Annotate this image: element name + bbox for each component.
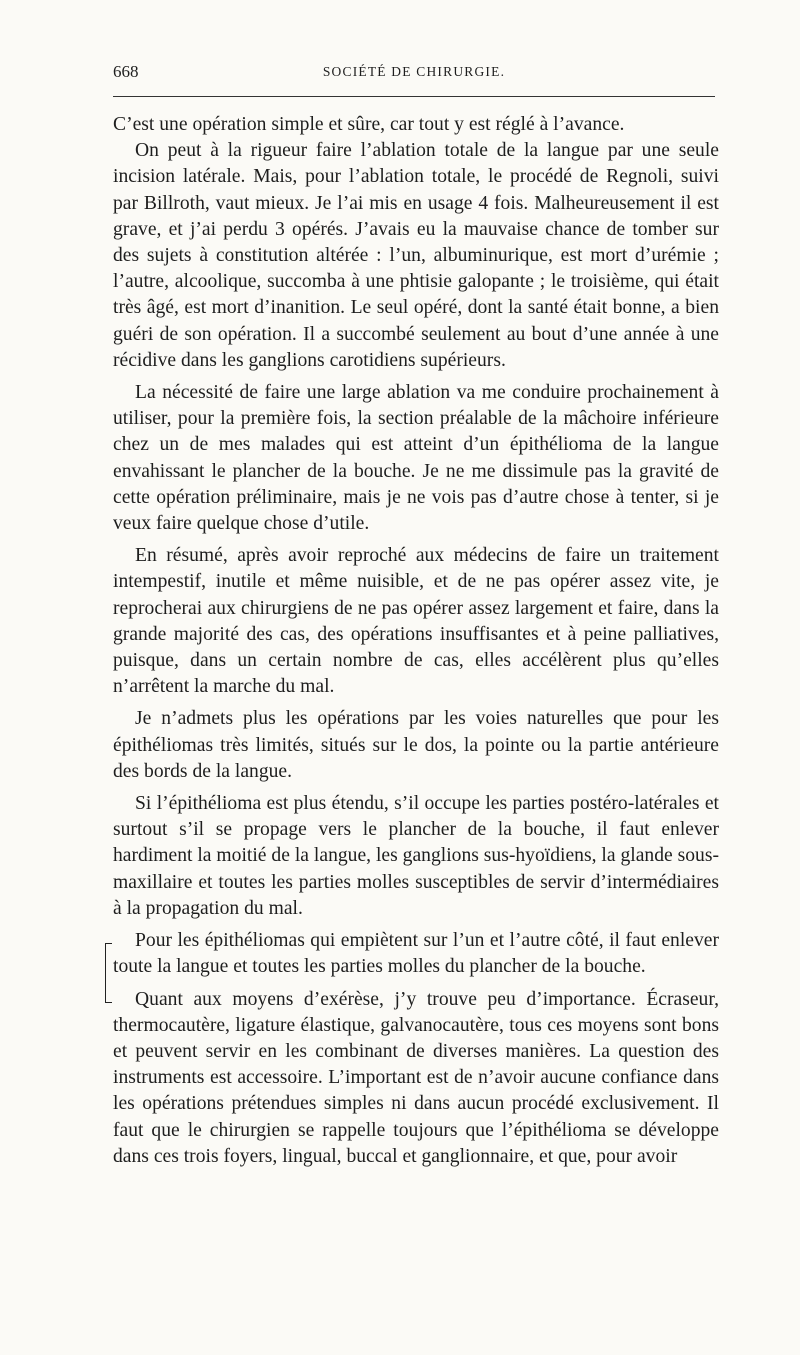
margin-bracket-mark bbox=[105, 943, 112, 1003]
paragraph: En résumé, après avoir reproché aux médecins de faire un traitement intempestif, inutile et même nuisible, et de ne pas opérer assez vite, je reprocherai aux chirurgiens de ne pas opérer assez largement et faire, dans la grande majorité des cas, des opérations insuffisantes et à peine palliatives, puisque, dans un certain nombre de cas, elles accélèrent plus qu’elles n’arrêtent la marche du mal. bbox=[113, 545, 719, 698]
page-header bbox=[113, 60, 715, 86]
header-rule bbox=[113, 96, 715, 97]
paragraph: Si l’épithélioma est plus étendu, s’il occupe les parties postéro-latérales et surtout s’il se propage vers le plancher de la bouche, il faut enlever hardiment la moitié de la langue, les ganglions sus-hyoïdiens, la glande sous-maxillaire et toutes les parties molles susceptibles de servir d’intermédiaires à la propagation du mal. bbox=[113, 793, 719, 919]
running-head: SOCIÉTÉ DE CHIRURGIE. bbox=[322, 64, 506, 79]
paragraph: Pour les épithéliomas qui empiètent sur l’un et l’autre côté, il faut enlever toute la langue et toutes les parties molles du plancher de la bouche. bbox=[113, 930, 719, 978]
paragraph: Je n’admets plus les opérations par les voies naturelles que pour les épithéliomas très limités, situés sur le dos, la pointe ou la partie antérieure des bords de la langue. bbox=[113, 708, 719, 782]
page-number: 668 bbox=[113, 62, 139, 81]
paragraph: C’est une opération simple et sûre, car tout y est réglé à l’avance. bbox=[113, 114, 625, 135]
paragraph: La nécessité de faire une large ablation va me conduire prochainement à utiliser, pour la première fois, la section préalable de la mâchoire inférieure chez un de mes malades qui est atteint d’un épithélioma de la langue envahissant le plancher de la bouche. Je ne me dissimule pas la gravité de cette opération préliminaire, mais je ne vois pas d’autre chose à tenter, si je veux faire quelque chose d’utile. bbox=[113, 382, 719, 535]
body-text bbox=[113, 112, 719, 1170]
paragraph: Quant aux moyens d’exérèse, j’y trouve peu d’importance. Écraseur, thermocautère, ligature élastique, galvanocautère, tous ces moyens sont bons et peuvent servir en les combinant de diverses manières. La question des instruments est accessoire. L’important est de n’avoir aucune confiance dans les opérations prétendues simples ni dans aucun procédé exclusivement. Il faut que le chirurgien se rappelle toujours que l’épithélioma se développe dans ces trois foyers, lingual, buccal et ganglionnaire, et que, pour avoir bbox=[113, 988, 719, 1167]
paragraph: On peut à la rigueur faire l’ablation totale de la langue par une seule incision latérale. Mais, pour l’ablation totale, le procédé de Regnoli, suivi par Billroth, vaut mieux. Je l’ai mis en usage 4 fois. Malheureusement il est grave, et j’ai perdu 3 opérés. J’avais eu la mauvaise chance de tomber sur des sujets à constitution altérée : l’un, albuminurique, est mort d’urémie ; l’autre, alcoolique, succomba à une phtisie galopante ; le troisième, qui était très âgé, est mort d’inanition. Le seul opéré, dont la santé était bonne, a bien guéri de son opération. Il a succombé seulement au bout d’une année à une récidive dans les ganglions carotidiens supérieurs. bbox=[113, 140, 719, 371]
